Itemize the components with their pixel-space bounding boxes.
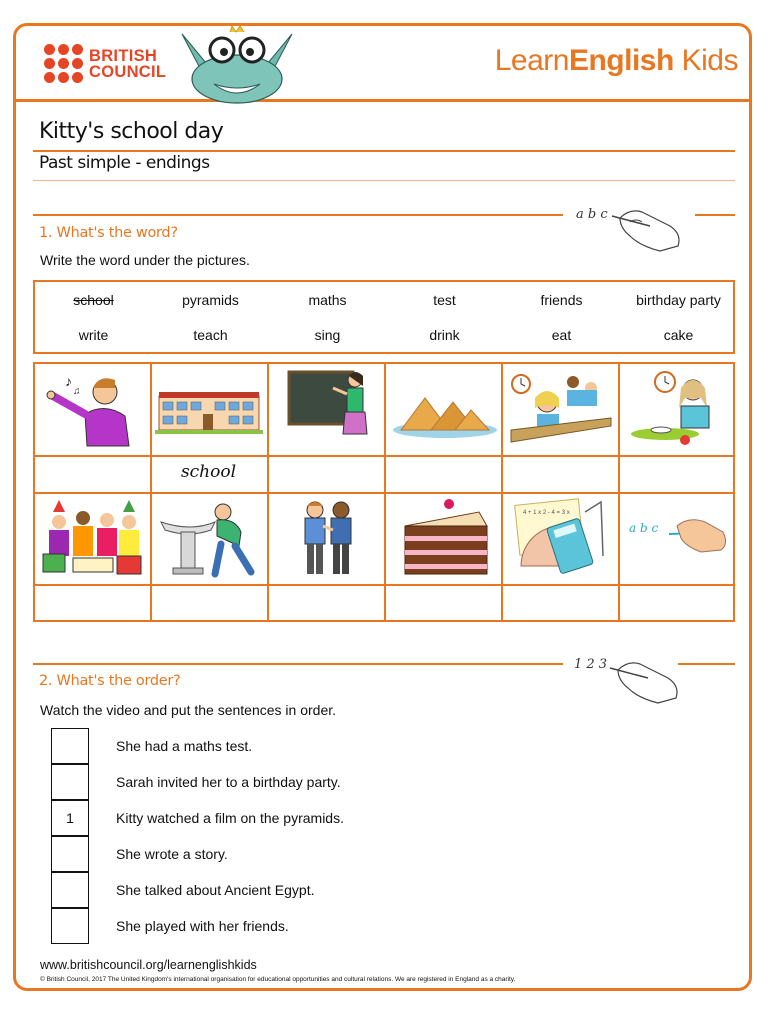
footer-copyright: © British Council, 2017 The United Kingdom's international organisation for educational opportunities and cultural relations. We are registered in England as a charity.	[40, 976, 516, 983]
word-maths: maths	[308, 292, 347, 308]
word-drink: drink	[429, 327, 460, 343]
svg-text:♫: ♫	[73, 386, 81, 397]
word-eat: eat	[551, 327, 572, 343]
order-box-1[interactable]	[51, 728, 89, 764]
section2-heading: 2. What's the order?	[39, 673, 181, 689]
order-box-3[interactable]: 1	[51, 800, 89, 836]
order-sentence-5: She talked about Ancient Egypt.	[116, 882, 315, 898]
girl-eating-icon	[625, 368, 733, 452]
word-school: school	[73, 292, 114, 308]
page-title: Kitty's school day	[39, 119, 224, 144]
pyramids-icon	[391, 384, 499, 440]
two-friends-icon	[275, 496, 383, 582]
word-box	[33, 280, 735, 354]
svg-text:♪: ♪	[65, 373, 72, 389]
section1-rule-left	[33, 214, 563, 216]
bc-line1: BRITISH	[89, 46, 158, 65]
british-council-dots-icon	[44, 44, 83, 83]
section1-rule-right	[695, 214, 735, 216]
order-sentence-2: Sarah invited her to a birthday party.	[116, 774, 341, 790]
order-box-2[interactable]	[51, 764, 89, 800]
svg-text:a b c: a b c	[576, 207, 608, 222]
word-sing: sing	[314, 327, 341, 343]
bc-line2: COUNCIL	[89, 62, 167, 81]
word-friends: friends	[540, 292, 583, 308]
learnenglish-kids-logo: LearnEnglish Kids	[494, 44, 738, 77]
singing-boy-icon	[39, 366, 147, 452]
word-write: write	[78, 327, 109, 343]
order-box-4[interactable]	[51, 836, 89, 872]
footer-url[interactable]: www.britishcouncil.org/learnenglishkids	[40, 958, 257, 972]
order-sentence-6: She played with her friends.	[116, 918, 289, 934]
example-answer-school: school	[180, 462, 237, 482]
maths-calculator-icon	[507, 496, 615, 582]
counting-hand-icon	[568, 648, 688, 708]
order-box-5[interactable]	[51, 872, 89, 908]
order-box-6[interactable]	[51, 908, 89, 944]
svg-text:a b c: a b c	[629, 521, 659, 535]
school-building-icon	[155, 384, 263, 440]
hand-writing-icon	[625, 504, 733, 574]
section2-rule-left	[33, 663, 563, 665]
picture-grid	[33, 362, 735, 622]
section1-instruction: Write the word under the pictures.	[40, 252, 250, 268]
order-sentence-3: Kitty watched a film on the pyramids.	[116, 810, 344, 826]
subtitle-divider	[33, 180, 735, 181]
word-cake: cake	[663, 327, 694, 343]
children-in-classroom-icon	[507, 368, 615, 452]
title-divider	[33, 150, 735, 152]
order-sentence-1: She had a maths test.	[116, 738, 253, 754]
teacher-at-blackboard-icon	[275, 366, 383, 452]
section1-heading: 1. What's the word?	[39, 225, 178, 241]
birthday-party-icon	[39, 496, 147, 582]
drinking-fountain-icon	[155, 496, 263, 582]
cake-icon	[391, 496, 499, 582]
page-subtitle: Past simple - endings	[39, 153, 210, 173]
header-divider	[16, 99, 752, 102]
word-test: test	[433, 292, 456, 308]
order-sentence-4: She wrote a story.	[116, 846, 228, 862]
word-teach: teach	[193, 327, 228, 343]
word-pyramids: pyramids	[182, 292, 239, 308]
green-monster-mascot-icon	[172, 24, 302, 104]
british-council-logo	[44, 44, 166, 83]
writing-hand-icon	[570, 196, 690, 256]
word-birthday-party: birthday party	[636, 292, 721, 308]
svg-text:4 + 1 x 2 - 4 = 3 x: 4 + 1 x 2 - 4 = 3 x	[523, 510, 570, 516]
section2-instruction: Watch the video and put the sentences in order.	[40, 702, 337, 718]
svg-text:1 2 3: 1 2 3	[574, 657, 608, 672]
